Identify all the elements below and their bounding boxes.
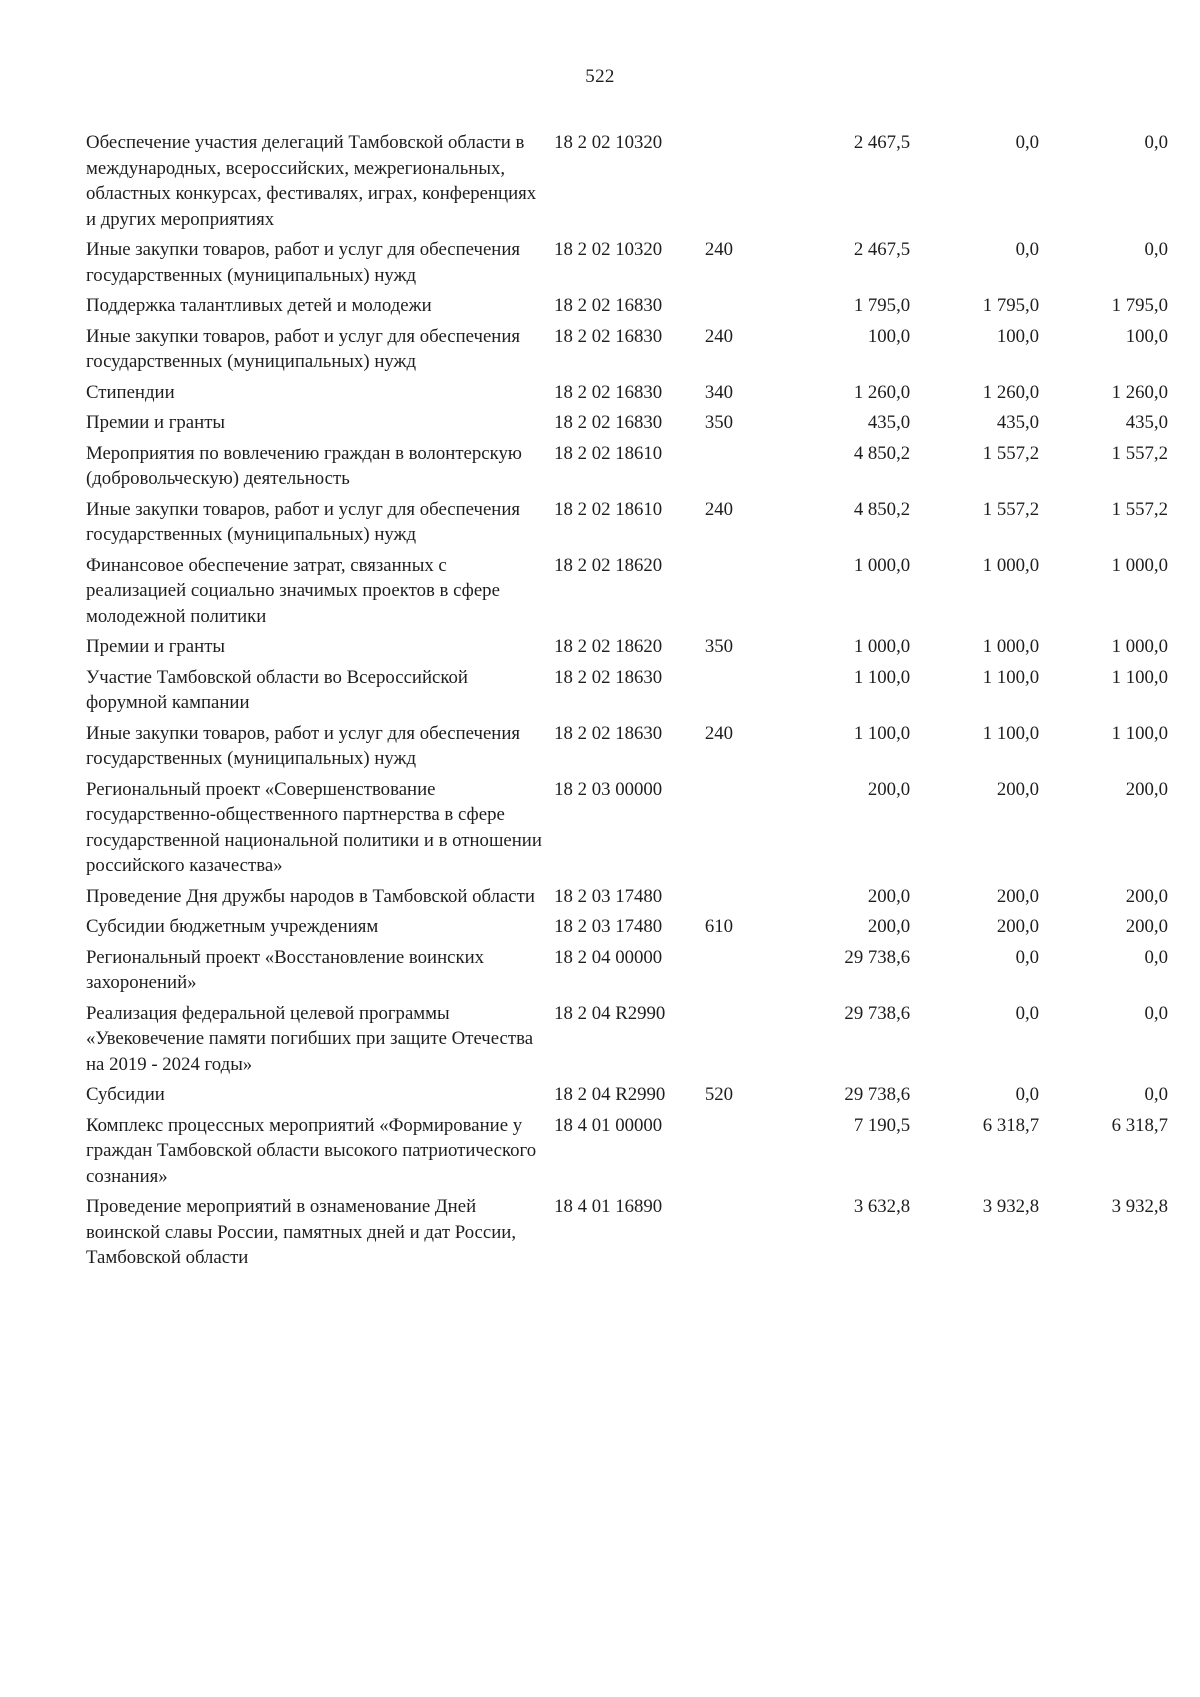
- table-row: [86, 914, 1168, 940]
- row-code: 18 4 01 16890: [554, 1196, 663, 1217]
- row-amount-year3: 200,0: [1125, 916, 1168, 937]
- row-expense-type: 350: [704, 636, 734, 657]
- row-amount-year2: 1 557,2: [982, 442, 1040, 464]
- row-code: 18 2 04 R2990: [554, 1084, 666, 1105]
- row-name: Комплекс процессных мероприятий «Формирование у граждан Тамбовской области высокого патриотического сознания»: [86, 1114, 537, 1187]
- row-code: 18 2 02 18630: [554, 666, 663, 688]
- row-code: 18 2 02 18610: [554, 498, 663, 520]
- row-expense-type: 240: [704, 498, 734, 520]
- row-amount-year2: 1 795,0: [982, 295, 1040, 316]
- row-amount-year1: 200,0: [867, 885, 911, 907]
- table-row: [86, 324, 1168, 375]
- row-amount-year1: 1 000,0: [853, 636, 911, 657]
- row-expense-type: 240: [704, 239, 734, 260]
- row-amount-year1: 1 100,0: [853, 722, 911, 744]
- row-amount-year2: 3 932,8: [982, 1196, 1040, 1217]
- row-amount-year2: 0,0: [1015, 946, 1040, 968]
- row-amount-year1: 4 850,2: [853, 498, 911, 520]
- row-name: Субсидии: [86, 1084, 165, 1105]
- row-code: 18 2 04 00000: [554, 946, 663, 968]
- row-amount-year3: 0,0: [1144, 1002, 1168, 1024]
- row-amount-year2: 0,0: [1015, 239, 1040, 260]
- row-amount-year3: 1 100,0: [1111, 722, 1168, 744]
- row-amount-year2: 100,0: [996, 325, 1040, 347]
- row-amount-year1: 1 100,0: [853, 666, 911, 688]
- row-amount-year1: 7 190,5: [853, 1114, 911, 1136]
- row-name: Проведение мероприятий в ознаменование Дней воинской славы России, памятных дней и дат России, Тамбовской области: [86, 1196, 517, 1268]
- row-amount-year1: 3 632,8: [853, 1196, 911, 1217]
- row-amount-year1: 1 000,0: [853, 554, 911, 576]
- row-amount-year3: 0,0: [1144, 132, 1168, 153]
- row-code: 18 2 04 R2990: [554, 1002, 666, 1024]
- row-name: Участие Тамбовской области во Всероссийской форумной кампании: [86, 666, 468, 713]
- table-row: [86, 553, 1168, 630]
- row-code: 18 2 02 16830: [554, 325, 663, 347]
- row-amount-year1: 1 260,0: [853, 381, 911, 403]
- row-name: Иные закупки товаров, работ и услуг для обеспечения государственных (муниципальных) нужд: [86, 498, 521, 545]
- row-code: 18 4 01 00000: [554, 1114, 663, 1136]
- row-code: 18 2 02 16830: [554, 295, 663, 316]
- row-amount-year2: 1 000,0: [982, 636, 1040, 657]
- row-expense-type: 340: [704, 381, 734, 403]
- row-amount-year2: 200,0: [996, 916, 1040, 937]
- row-amount-year3: 1 795,0: [1111, 295, 1168, 316]
- table-row: [86, 497, 1168, 548]
- row-amount-year2: 1 100,0: [982, 666, 1040, 688]
- table-row: [86, 1082, 1168, 1108]
- row-amount-year3: 1 000,0: [1111, 636, 1168, 657]
- row-amount-year2: 1 100,0: [982, 722, 1040, 744]
- row-amount-year3: 3 932,8: [1111, 1196, 1168, 1217]
- row-name: Поддержка талантливых детей и молодежи: [86, 295, 432, 316]
- row-code: 18 2 02 18620: [554, 636, 663, 657]
- row-code: 18 2 02 18620: [554, 554, 663, 576]
- row-name: Проведение Дня дружбы народов в Тамбовской области: [86, 885, 535, 907]
- table-row: [86, 777, 1168, 879]
- row-code: 18 2 02 10320: [554, 239, 663, 260]
- row-name: Иные закупки товаров, работ и услуг для обеспечения государственных (муниципальных) нужд: [86, 239, 521, 286]
- row-amount-year1: 29 738,6: [844, 1002, 911, 1024]
- budget-table: [86, 130, 1168, 1276]
- row-amount-year1: 100,0: [867, 325, 911, 347]
- table-row: [86, 665, 1168, 716]
- row-code: 18 2 02 10320: [554, 132, 663, 153]
- row-amount-year3: 200,0: [1125, 778, 1168, 800]
- row-amount-year3: 0,0: [1144, 1084, 1168, 1105]
- row-amount-year1: 435,0: [867, 412, 911, 433]
- table-row: [86, 130, 1168, 232]
- row-code: 18 2 03 17480: [554, 916, 663, 937]
- row-amount-year1: 29 738,6: [844, 1084, 911, 1105]
- table-row: [86, 945, 1168, 996]
- table-row: [86, 293, 1168, 319]
- row-amount-year2: 0,0: [1015, 1002, 1040, 1024]
- row-amount-year3: 1 260,0: [1111, 381, 1168, 403]
- row-amount-year2: 200,0: [996, 885, 1040, 907]
- row-name: Стипендии: [86, 381, 175, 403]
- table-row: [86, 410, 1168, 436]
- row-name: Региональный проект «Совершенствование государственно-общественного партнерства в сфере государственной национальной политики и в отношении российского казачества»: [86, 778, 542, 876]
- row-name: Премии и гранты: [86, 412, 226, 433]
- row-amount-year2: 1 000,0: [982, 554, 1040, 576]
- row-expense-type: 350: [704, 412, 734, 433]
- row-code: 18 2 03 00000: [554, 778, 663, 800]
- table-row: [86, 1001, 1168, 1078]
- row-name: Премии и гранты: [86, 636, 226, 657]
- row-expense-type: 240: [704, 722, 734, 744]
- row-amount-year3: 0,0: [1144, 239, 1168, 260]
- table-row: [86, 884, 1168, 910]
- row-amount-year3: 0,0: [1144, 946, 1168, 968]
- row-amount-year3: 100,0: [1125, 325, 1168, 347]
- row-name: Мероприятия по вовлечению граждан в волонтерскую (добровольческую) деятельность: [86, 442, 522, 489]
- row-name: Иные закупки товаров, работ и услуг для обеспечения государственных (муниципальных) нужд: [86, 722, 521, 769]
- row-amount-year3: 6 318,7: [1111, 1114, 1168, 1136]
- row-amount-year3: 200,0: [1125, 885, 1168, 907]
- table-row: [86, 1194, 1168, 1271]
- table-row: [86, 441, 1168, 492]
- row-amount-year3: 1 557,2: [1111, 498, 1168, 520]
- row-name: Иные закупки товаров, работ и услуг для обеспечения государственных (муниципальных) нужд: [86, 325, 521, 372]
- row-name: Реализация федеральной целевой программы «Увековечение памяти погибших при защите Отечества на 2019 - 2024 годы»: [86, 1002, 534, 1075]
- row-amount-year1: 200,0: [867, 778, 911, 800]
- table-row: [86, 634, 1168, 660]
- row-amount-year2: 0,0: [1015, 132, 1040, 153]
- table-row: [86, 721, 1168, 772]
- row-amount-year3: 435,0: [1125, 412, 1168, 433]
- row-code: 18 2 02 18630: [554, 722, 663, 744]
- row-amount-year1: 200,0: [867, 916, 911, 937]
- row-amount-year3: 1 100,0: [1111, 666, 1168, 688]
- row-amount-year2: 1 260,0: [982, 381, 1040, 403]
- row-amount-year2: 6 318,7: [982, 1114, 1040, 1136]
- row-amount-year1: 29 738,6: [844, 946, 911, 968]
- row-name: Финансовое обеспечение затрат, связанных с реализацией социально значимых проектов в сфере молодежной политики: [86, 554, 500, 627]
- row-amount-year2: 1 557,2: [982, 498, 1040, 520]
- row-amount-year3: 1 000,0: [1111, 554, 1168, 576]
- row-expense-type: 520: [704, 1084, 734, 1105]
- row-amount-year1: 2 467,5: [853, 132, 911, 153]
- row-name: Региональный проект «Восстановление воинских захоронений»: [86, 946, 485, 993]
- row-amount-year1: 1 795,0: [853, 295, 911, 316]
- row-expense-type: 240: [704, 325, 734, 347]
- row-amount-year1: 4 850,2: [853, 442, 911, 464]
- row-amount-year2: 0,0: [1015, 1084, 1040, 1105]
- row-amount-year1: 2 467,5: [853, 239, 911, 260]
- row-name: Субсидии бюджетным учреждениям: [86, 916, 379, 937]
- table-row: [86, 380, 1168, 406]
- row-name: Обеспечение участия делегаций Тамбовской области в международных, всероссийских, межрегиональных, областных конкурсах, фестивалях, играх, конференциях и других мероприятиях: [86, 132, 537, 230]
- row-expense-type: 610: [704, 916, 734, 937]
- table-row: [86, 1113, 1168, 1190]
- page-number: 522: [585, 66, 615, 87]
- row-code: 18 2 02 16830: [554, 412, 663, 433]
- row-amount-year3: 1 557,2: [1111, 442, 1168, 464]
- row-amount-year2: 200,0: [996, 778, 1040, 800]
- row-code: 18 2 02 16830: [554, 381, 663, 403]
- row-code: 18 2 03 17480: [554, 885, 663, 907]
- row-amount-year2: 435,0: [996, 412, 1040, 433]
- table-row: [86, 237, 1168, 288]
- row-code: 18 2 02 18610: [554, 442, 663, 464]
